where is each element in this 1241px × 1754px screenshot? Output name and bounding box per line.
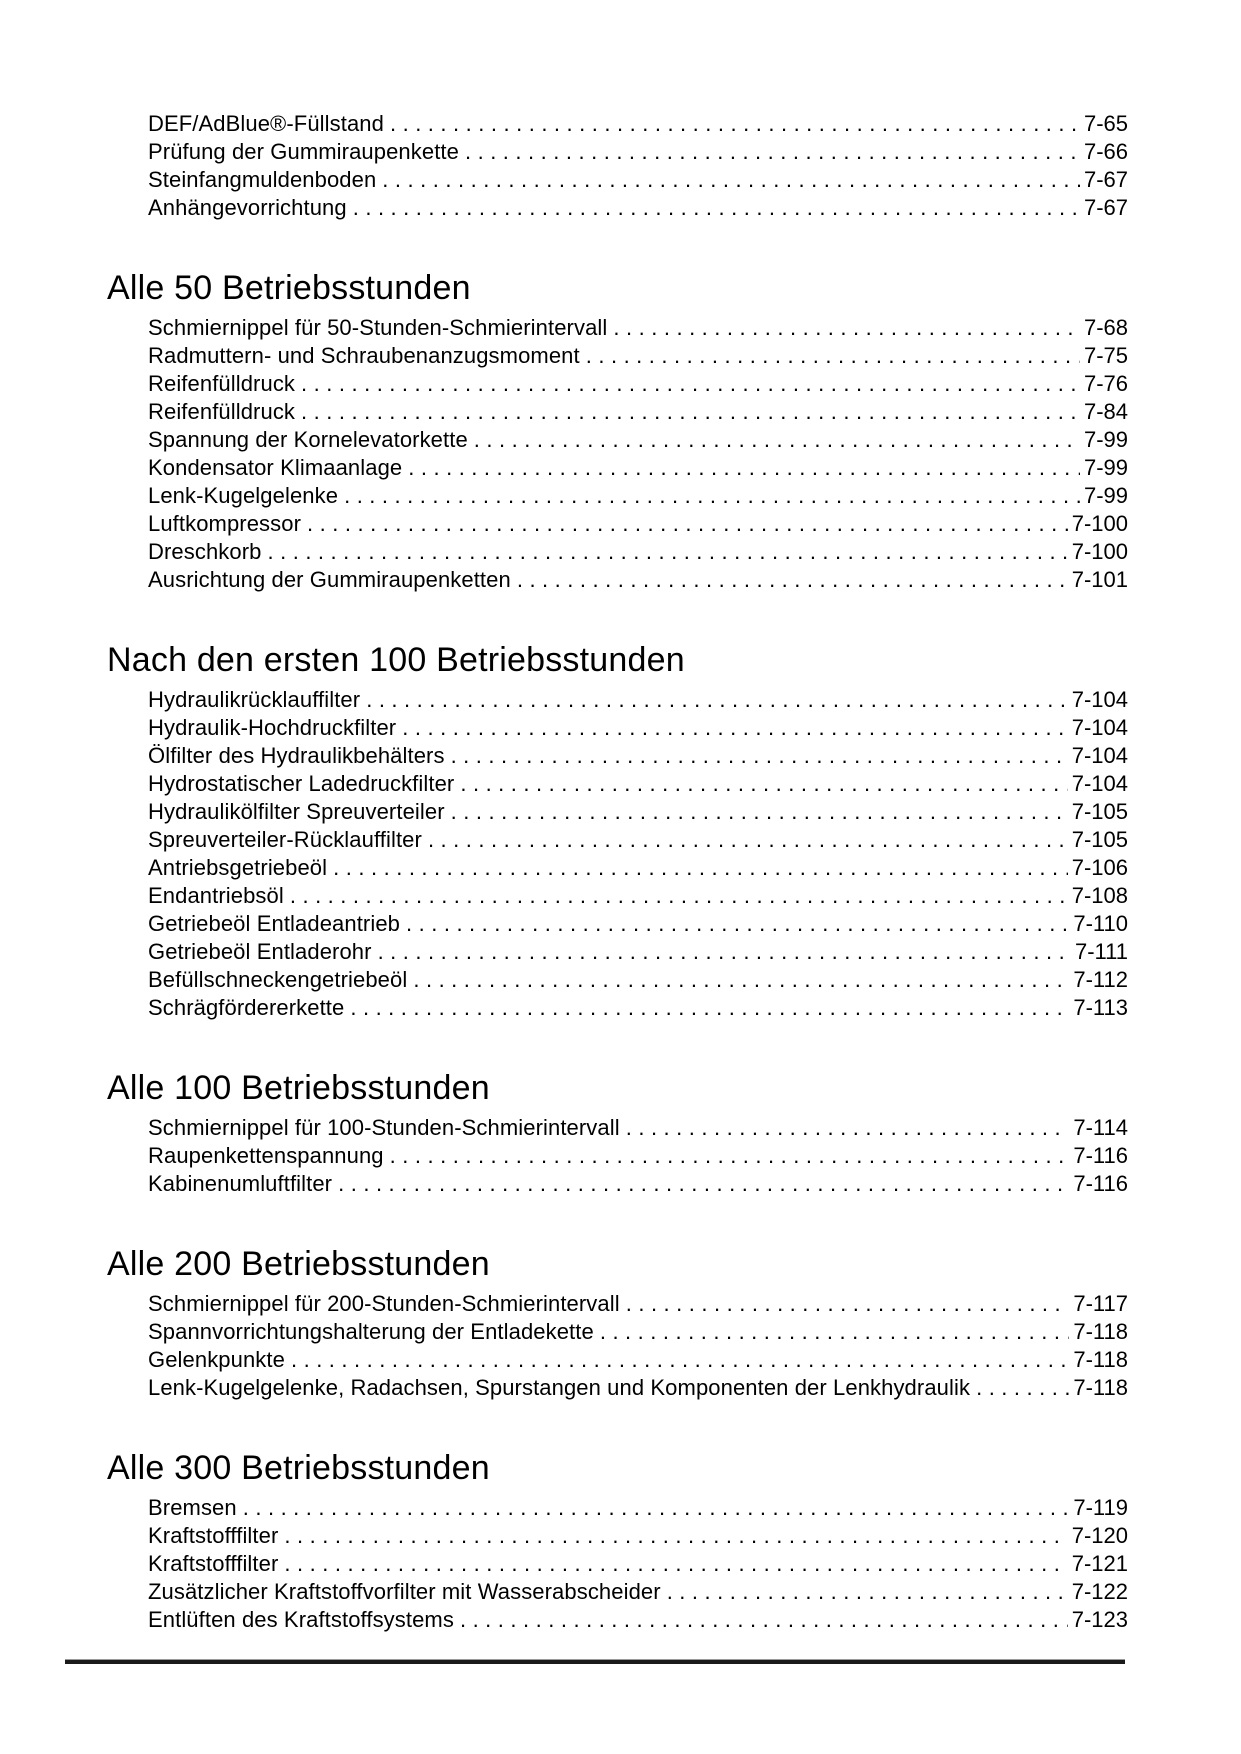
toc-entry-page: 7-99 [1083, 427, 1128, 452]
toc-entry [107, 1550, 1128, 1578]
toc-entry-title: Kabinenumluftfilter [148, 1171, 333, 1196]
toc-dot-leader [350, 994, 1069, 1022]
toc-dot-leader [378, 938, 1071, 966]
toc-entry [107, 1494, 1128, 1522]
toc-dot-leader [451, 742, 1068, 770]
toc-entry-title: Entlüften des Kraftstoffsystems [148, 1607, 454, 1632]
toc-section [107, 110, 1128, 222]
toc-entry-title: Bremsen [148, 1495, 237, 1520]
toc-entry-page: 7-108 [1071, 883, 1128, 908]
toc-section [107, 268, 1128, 594]
toc-entry-title: Luftkompressor [148, 511, 302, 536]
toc-dot-leader [390, 110, 1080, 138]
toc-entry-title: Ölfilter des Hydraulikbehälters [148, 743, 445, 768]
section-entries [107, 1114, 1128, 1198]
toc-entry-page: 7-122 [1071, 1579, 1128, 1604]
toc-entry-page: 7-104 [1071, 687, 1128, 712]
toc-entry-title: Steinfangmuldenboden [148, 167, 377, 192]
section-entries [107, 1494, 1128, 1634]
toc-entry-page: 7-65 [1083, 111, 1128, 136]
toc-dot-leader [667, 1578, 1068, 1606]
toc-dot-leader [976, 1374, 1069, 1402]
toc-entry-title: Hydraulik-Hochdruckfilter [148, 715, 397, 740]
toc-entry-title: Schmiernippel für 200-Stunden-Schmierintervall [148, 1291, 620, 1316]
toc-entry-title: Zusätzlicher Kraftstoffvorfilter mit Wasserabscheider [148, 1579, 661, 1604]
toc-entry-page: 7-111 [1074, 939, 1128, 964]
toc-entry-page: 7-105 [1071, 799, 1128, 824]
toc-entry [107, 454, 1128, 482]
toc-dot-leader [406, 910, 1069, 938]
toc-entry-page: 7-76 [1083, 371, 1128, 396]
section-entries [107, 110, 1128, 222]
toc-dot-leader [626, 1290, 1070, 1318]
toc-entry-title: Hydraulikölfilter Spreuverteiler [148, 799, 445, 824]
toc-dot-leader [428, 826, 1068, 854]
toc-section [107, 640, 1128, 1022]
toc-entry-title: Ausrichtung der Gummiraupenketten [148, 567, 511, 592]
toc-entry-title: Endantriebsöl [148, 883, 284, 908]
toc-dot-leader [390, 1142, 1070, 1170]
toc-entry [107, 1522, 1128, 1550]
toc-dot-leader [366, 686, 1068, 714]
toc-section [107, 1448, 1128, 1634]
section-heading: Nach den ersten 100 Betriebsstunden [107, 641, 685, 679]
toc-dot-leader [600, 1318, 1070, 1346]
toc-dot-leader [517, 566, 1068, 594]
toc-entry [107, 854, 1128, 882]
toc-entry-page: 7-123 [1071, 1607, 1128, 1632]
toc-entry-title: Kraftstofffilter [148, 1551, 279, 1576]
toc-dot-leader [465, 138, 1080, 166]
toc-entry-page: 7-84 [1083, 399, 1128, 424]
toc-entry-page: 7-99 [1083, 455, 1128, 480]
toc-entry-title: Hydraulikrücklauffilter [148, 687, 361, 712]
toc-entry [107, 910, 1128, 938]
section-heading: Alle 100 Betriebsstunden [107, 1069, 490, 1107]
toc-entry [107, 166, 1128, 194]
table-of-contents [107, 110, 1128, 1634]
toc-entry [107, 1318, 1128, 1346]
toc-entry-title: Reifenfülldruck [148, 399, 296, 424]
toc-dot-leader [353, 194, 1080, 222]
toc-entry-title: Lenk-Kugelgelenke, Radachsen, Spurstangen und Komponenten der Lenkhydraulik [148, 1375, 971, 1400]
toc-entry-page: 7-101 [1071, 567, 1128, 592]
toc-dot-leader [402, 714, 1067, 742]
toc-dot-leader [290, 882, 1068, 910]
section-entries [107, 1290, 1128, 1402]
toc-dot-leader [291, 1346, 1069, 1374]
toc-entry-page: 7-118 [1073, 1319, 1128, 1344]
toc-entry-page: 7-100 [1071, 511, 1128, 536]
toc-entry-title: Hydrostatischer Ladedruckfilter [148, 771, 455, 796]
toc-entry [107, 138, 1128, 166]
toc-entry [107, 938, 1128, 966]
toc-entry [107, 566, 1128, 594]
toc-dot-leader [626, 1114, 1070, 1142]
toc-dot-leader [613, 314, 1080, 342]
toc-dot-leader [451, 798, 1068, 826]
toc-dot-leader [301, 398, 1080, 426]
toc-entry-title: Kraftstofffilter [148, 1523, 279, 1548]
toc-entry-title: Schmiernippel für 100-Stunden-Schmierintervall [148, 1115, 620, 1140]
toc-entry-page: 7-67 [1083, 195, 1128, 220]
toc-entry [107, 882, 1128, 910]
toc-entry [107, 342, 1128, 370]
toc-entry [107, 1346, 1128, 1374]
toc-entry [107, 826, 1128, 854]
toc-entry-page: 7-104 [1071, 771, 1128, 796]
toc-entry-title: Spannvorrichtungshalterung der Entladekette [148, 1319, 594, 1344]
toc-dot-leader [267, 538, 1067, 566]
toc-dot-leader [284, 1550, 1067, 1578]
toc-entry-title: Spreuverteiler-Rücklauffilter [148, 827, 422, 852]
toc-entry-page: 7-120 [1071, 1523, 1128, 1548]
toc-dot-leader [413, 966, 1069, 994]
toc-entry [107, 994, 1128, 1022]
footer-rule [65, 1659, 1125, 1664]
toc-entry-title: Getriebeöl Entladeantrieb [148, 911, 400, 936]
toc-entry [107, 686, 1128, 714]
toc-dot-leader [344, 482, 1080, 510]
section-heading: Alle 300 Betriebsstunden [107, 1449, 490, 1487]
section-entries [107, 314, 1128, 594]
toc-entry [107, 538, 1128, 566]
toc-entry [107, 510, 1128, 538]
toc-entry-page: 7-118 [1073, 1375, 1128, 1400]
toc-entry-title: Lenk-Kugelgelenke [148, 483, 339, 508]
toc-entry [107, 482, 1128, 510]
toc-entry [107, 1170, 1128, 1198]
toc-entry-title: Radmuttern- und Schraubenanzugsmoment [148, 343, 580, 368]
toc-entry [107, 1578, 1128, 1606]
toc-entry-page: 7-66 [1083, 139, 1128, 164]
toc-entry-page: 7-114 [1073, 1115, 1128, 1140]
toc-entry-title: Schrägfördererkette [148, 995, 345, 1020]
toc-entry [107, 966, 1128, 994]
toc-entry-page: 7-119 [1073, 1495, 1128, 1520]
toc-dot-leader [460, 770, 1067, 798]
toc-entry [107, 426, 1128, 454]
toc-entry [107, 398, 1128, 426]
toc-entry-page: 7-121 [1071, 1551, 1128, 1576]
toc-entry-page: 7-117 [1073, 1291, 1128, 1316]
toc-section [107, 1068, 1128, 1198]
toc-dot-leader [474, 426, 1080, 454]
toc-entry-page: 7-100 [1071, 539, 1128, 564]
toc-entry-page: 7-116 [1073, 1143, 1128, 1168]
toc-entry-page: 7-99 [1083, 483, 1128, 508]
section-heading: Alle 50 Betriebsstunden [107, 269, 471, 307]
toc-entry-title: Spannung der Kornelevatorkette [148, 427, 468, 452]
toc-entry-page: 7-68 [1083, 315, 1128, 340]
toc-entry [107, 370, 1128, 398]
toc-dot-leader [460, 1606, 1068, 1634]
toc-entry-title: Kondensator Klimaanlage [148, 455, 403, 480]
toc-entry-title: Prüfung der Gummiraupenkette [148, 139, 459, 164]
toc-entry-page: 7-75 [1083, 343, 1128, 368]
toc-entry-page: 7-67 [1083, 167, 1128, 192]
toc-entry [107, 1606, 1128, 1634]
toc-section [107, 1244, 1128, 1402]
toc-dot-leader [382, 166, 1080, 194]
toc-entry-title: Anhängevorrichtung [148, 195, 347, 220]
toc-entry [107, 798, 1128, 826]
toc-entry [107, 110, 1128, 138]
toc-dot-leader [586, 342, 1080, 370]
section-entries [107, 686, 1128, 1022]
toc-entry [107, 1374, 1128, 1402]
toc-entry-title: Gelenkpunkte [148, 1347, 285, 1372]
toc-entry [107, 1142, 1128, 1170]
toc-entry-page: 7-104 [1071, 715, 1128, 740]
toc-entry [107, 1114, 1128, 1142]
toc-entry [107, 194, 1128, 222]
toc-entry-title: Raupenkettenspannung [148, 1143, 384, 1168]
toc-dot-leader [243, 1494, 1070, 1522]
toc-entry-page: 7-113 [1073, 995, 1128, 1020]
toc-dot-leader [284, 1522, 1067, 1550]
toc-entry-title: Reifenfülldruck [148, 371, 296, 396]
toc-entry-page: 7-105 [1071, 827, 1128, 852]
section-heading: Alle 200 Betriebsstunden [107, 1245, 490, 1283]
toc-dot-leader [338, 1170, 1069, 1198]
toc-entry-page: 7-116 [1073, 1171, 1128, 1196]
toc-entry-title: Getriebeöl Entladerohr [148, 939, 372, 964]
toc-entry-page: 7-112 [1073, 967, 1128, 992]
toc-entry [107, 770, 1128, 798]
toc-dot-leader [333, 854, 1068, 882]
toc-entry [107, 1290, 1128, 1318]
toc-entry-page: 7-118 [1073, 1347, 1128, 1372]
toc-entry-page: 7-110 [1073, 911, 1128, 936]
toc-entry-title: Befüllschneckengetriebeöl [148, 967, 408, 992]
toc-entry-title: DEF/AdBlue®-Füllstand [148, 111, 384, 136]
toc-entry [107, 742, 1128, 770]
toc-entry [107, 314, 1128, 342]
toc-entry [107, 714, 1128, 742]
toc-dot-leader [307, 510, 1068, 538]
toc-entry-page: 7-104 [1071, 743, 1128, 768]
toc-dot-leader [301, 370, 1080, 398]
toc-entry-title: Antriebsgetriebeöl [148, 855, 328, 880]
toc-entry-title: Schmiernippel für 50-Stunden-Schmierintervall [148, 315, 608, 340]
toc-entry-title: Dreschkorb [148, 539, 262, 564]
toc-dot-leader [408, 454, 1080, 482]
toc-entry-page: 7-106 [1071, 855, 1128, 880]
